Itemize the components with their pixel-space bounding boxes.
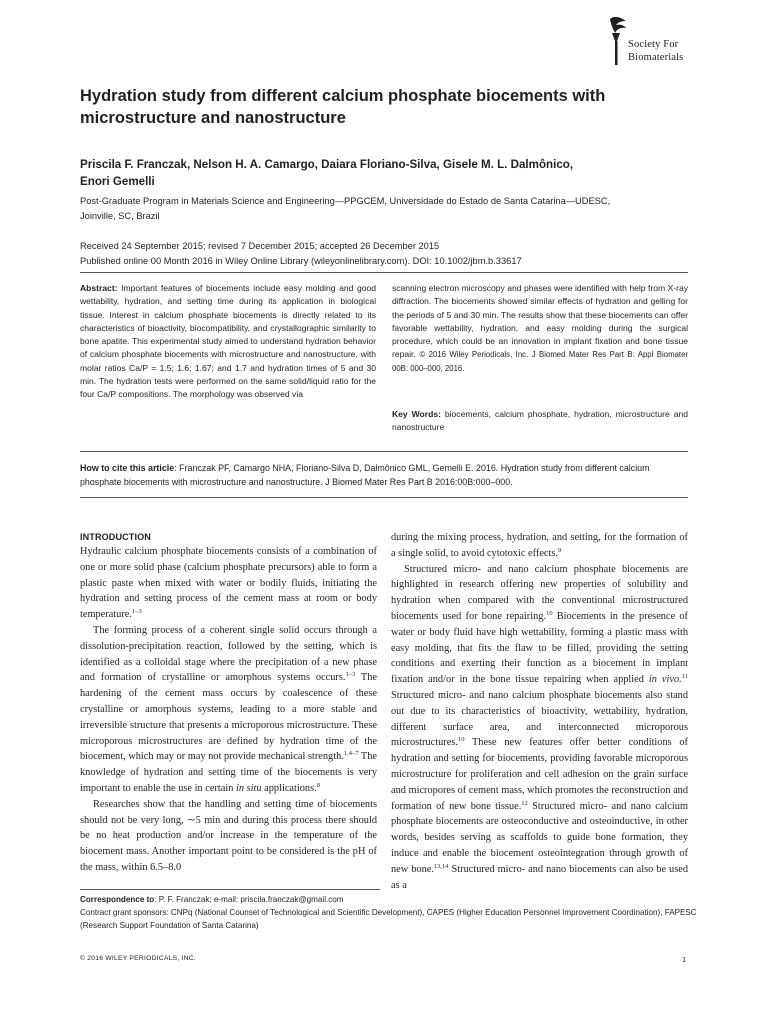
affiliation (80, 194, 700, 224)
divider-top (80, 272, 688, 273)
correspondence: Correspondence to: P. F. Franczak; e-mail: priscila.franczak@gmail.com (80, 895, 344, 904)
body-left-column (80, 530, 377, 876)
received-dates: Received 24 September 2015; revised 7 December 2015; accepted 26 December 2015 (80, 241, 440, 251)
society-name-line2: Biomaterials (628, 52, 684, 63)
citation (80, 462, 688, 489)
abstract-right-column (392, 282, 688, 375)
paragraph: The forming process of a coherent single solid occurs through a dissolution-precipitation reaction, followed by the setting, which is identified as a colloidal stage where the precipitation of a new phase and formation of crystalline or amorphous systems occurs.$^{1-3}$ The hardening of the cement mass occurs by coalescence of these crystalline or amorphous systems, leading to a more stable and irreversible structure that presents a microporous microstructure. These microporous microstructures are defined by hydration time of the biocement, which may or may not provide mechanical strength.$^{1,4-7}$ The knowledge of hydration and setting time of the biocements is very important to enable the use in certain in situ applications.$^8$ (80, 624, 378, 794)
page-number: 1 (682, 955, 687, 964)
paragraph: Researches show that the handling and setting time of biocements should not be very long, ∼5 min and during this process there should be no heat production and/or increase in the temperature of the biocement mass. Another important point to be considered is the pH of the mass, within 6.5–8.0 (80, 798, 377, 873)
grant-sponsors: Contract grant sponsors: CNPq (National Counsel of Technological and Scientific Development), CAPES (Higher Education Personnel Improvement Coordination), FAPESC (Research Support Foundation of Santa Catarina) (80, 907, 697, 930)
society-logo (604, 15, 714, 75)
society-name-line1: Society For (628, 39, 679, 50)
affiliation-line2: Joinville, SC, Brazil (80, 211, 160, 221)
divider-citation-top (80, 451, 688, 452)
footnote-divider (80, 889, 380, 890)
section-heading-introduction: INTRODUCTION (80, 532, 151, 542)
abstract-left-column (80, 282, 376, 401)
published-online: Published online 00 Month 2016 in Wiley Online Library (wileyonlinelibrary.com). DOI: 10.1002/jbm.b.33617 (80, 255, 522, 266)
footer-copyright: © 2016 WILEY PERIODICALS, INC. (80, 955, 196, 962)
keywords (392, 408, 688, 435)
footnotes (80, 894, 700, 932)
citation-text: : Franczak PF, Camargo NHA, Floriano-Silva D, Dalmônico GML, Gemelli E. 2016. Hydration study from different calcium phosphate biocements with microstructure and nanostructure. J Biomed Mater Res Part B 2016:00B:000–000. (80, 463, 650, 487)
affiliation-line1: Post-Graduate Program in Materials Science and Engineering—PPGCEM, Universidade do Estado de Santa Catarina—UDESC, (80, 196, 611, 206)
paragraph: during the mixing process, hydration, and setting, for the formation of a single solid, to avoid cytotoxic effects.$^9$ (391, 532, 688, 559)
torch-icon (604, 15, 630, 75)
abstract-label: Abstract: (80, 283, 118, 293)
abstract-text-right: scanning electron microscopy and phases were identified with help from X-ray diffraction. The biocements showed similar effects of hydration and gelling for the periods of 5 and 30 min. The results show that these biocements can offer favorable wettability, hydration, and easy molding during the surgical procedure, which could be an innovation in implant fixation and bone tissue repair. (392, 283, 688, 360)
body-right-column (391, 530, 688, 893)
keywords-label: Key Words: (392, 409, 441, 419)
divider-citation-bottom (80, 497, 688, 498)
abstract-copyright: © 2016 Wiley Periodicals, Inc. J Biomed Mater Res Part B: Appl Biomater 00B: 000–000, 2016. (392, 350, 689, 373)
authors-line1: Priscila F. Franczak, Nelson H. A. Camargo, Daiara Floriano-Silva, Gisele M. L. Dalmônico, (80, 158, 574, 171)
paragraph: Hydraulic calcium phosphate biocements consists of a combination of one or more solid phase (calcium phosphate precursors) able to form a plastic paste when mixed with water or bodily fluids, initiating the hydration and setting process of the cement mass at room or body temperature.$^{1-3}$ (80, 546, 377, 621)
citation-label: How to cite this article (80, 463, 175, 473)
paragraph: Structured micro- and nano calcium phosphate biocements are highlighted in research offering new properties of solubility and hydration when compared with the conventional microstructured biocements used for bone repairing.$^{10}$ Biocements in the presence of water or body fluid have high wettability, forming a plastic mass with easy molding, that fits the flaw to be filled, providing the setting conditions and exerting their function as a biocement in implant fixation and/or in the bone tissue repairing when applied in vivo.$^{11}$ Structured micro- and nano calcium phosphate biocements also stand out due to its characteristics of bioactivity, wettability, hydration, different surface area, and interconnected microporous microstructures.$^{10}$ These new features offer better conditions of hydration and setting for biocements, providing favorable microporous microstructure for proliferation and cell adhesion on the grain surface and micropores of cement mass, which promotes the reconstruction and formation of new bone tissue.$^{12}$ Structured micro- and nano calcium phosphate biocements are osteoconductive and osteoinductive, in other words, besides serving as scaffolds to guide bone formation, they induce and enable the biocement osteointegration through growth of new bone.$^{13,14}$ Structured micro- and nano biocements can also be used as a (391, 563, 689, 891)
keywords-text: biocements, calcium phosphate, hydration, microstructure and nanostructure (392, 409, 689, 433)
publication-dates (80, 239, 700, 268)
authors (80, 156, 700, 190)
abstract-text-left: Important features of biocements include easy molding and good wettability, hydration, and setting time during its application in biological tissue. Interest in calcium phosphate biocements is directly related to its characteristics of bioactivity, biocompatibility, and crystallographic similarity to bone apatite. This experimental study aimed to understand hydration behavior of calcium phosphate biocements with microstructure and nanostructure, with molar ratios Ca/P = 1.5; 1.6; 1.67; and 1.7 and hydration times of 5 and 30 min. The hydration tests were performed on the same solid/liquid ratio for the four Ca/P compositions. The morphology was observed via (80, 283, 376, 399)
article-title: Hydration study from different calcium phosphate biocements with microstructure and nanostructure (80, 87, 606, 127)
authors-line2: Enori Gemelli (80, 175, 155, 188)
